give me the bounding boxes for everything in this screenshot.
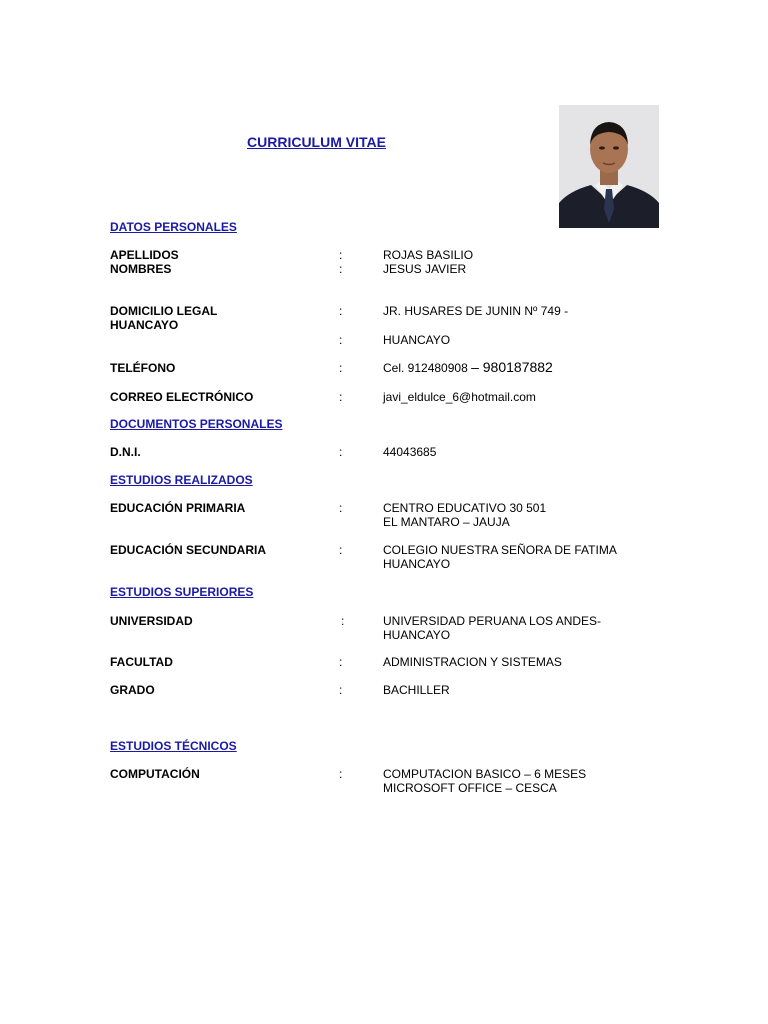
colon: : <box>339 683 343 697</box>
section-documentos-personales: DOCUMENTOS PERSONALES <box>110 417 283 431</box>
dni-label: D.N.I. <box>110 445 141 459</box>
colon: : <box>339 543 343 557</box>
section-estudios-superiores: ESTUDIOS SUPERIORES <box>110 585 254 599</box>
universidad-value-city: HUANCAYO <box>383 628 451 642</box>
grado-value: BACHILLER <box>383 683 450 697</box>
section-datos-personales: DATOS PERSONALES <box>110 220 237 234</box>
domicilio-label-continuation: HUANCAYO <box>110 318 179 332</box>
nombres-label: NOMBRES <box>110 262 172 276</box>
primaria-value: CENTRO EDUCATIVO 30 501 <box>383 501 547 515</box>
telefono-value <box>383 360 553 375</box>
facultad-label: FACULTAD <box>110 655 173 669</box>
apellidos-label: APELLIDOS <box>110 248 179 262</box>
domicilio-value: JR. HUSARES DE JUNIN Nº 749 - <box>383 304 569 318</box>
primaria-value-location: EL MANTARO – JAUJA <box>383 515 510 529</box>
universidad-value: UNIVERSIDAD PERUANA LOS ANDES- <box>383 614 602 628</box>
apellidos-value: ROJAS BASILIO <box>383 248 474 262</box>
dni-value: 44043685 <box>383 445 437 459</box>
colon: : <box>339 501 343 515</box>
correo-label: CORREO ELECTRÓNICO <box>110 390 254 404</box>
domicilio-label: DOMICILIO LEGAL <box>110 304 218 318</box>
colon: : <box>339 390 343 404</box>
computacion-value-office: MICROSOFT OFFICE – CESCA <box>383 781 557 795</box>
computacion-value: COMPUTACION BASICO – 6 MESES <box>383 767 587 781</box>
telefono-label: TELÉFONO <box>110 361 176 375</box>
page-title: CURRICULUM VITAE <box>247 134 386 150</box>
colon: : <box>341 614 345 628</box>
telefono-dash: – <box>471 359 479 375</box>
telefono-second: 980187882 <box>478 359 553 375</box>
section-estudios-realizados: ESTUDIOS REALIZADOS <box>110 473 253 487</box>
colon: : <box>339 248 343 262</box>
domicilio-value-city: HUANCAYO <box>383 333 451 347</box>
nombres-value: JESUS JAVIER <box>383 262 467 276</box>
facultad-value: ADMINISTRACION Y SISTEMAS <box>383 655 562 669</box>
colon: : <box>339 767 343 781</box>
colon: : <box>339 304 343 318</box>
section-estudios-tecnicos: ESTUDIOS TÉCNICOS <box>110 739 237 753</box>
universidad-label: UNIVERSIDAD <box>110 614 193 628</box>
telefono-cel: Cel. 912480908 <box>383 361 472 375</box>
colon: : <box>339 262 343 276</box>
primaria-label: EDUCACIÓN PRIMARIA <box>110 501 246 515</box>
profile-photo <box>559 105 659 228</box>
colon: : <box>339 333 343 347</box>
secundaria-value: COLEGIO NUESTRA SEÑORA DE FATIMA <box>383 543 617 557</box>
secundaria-value-location: HUANCAYO <box>383 557 451 571</box>
colon: : <box>339 361 343 375</box>
colon: : <box>339 445 343 459</box>
colon: : <box>339 655 343 669</box>
grado-label: GRADO <box>110 683 155 697</box>
secundaria-label: EDUCACIÓN SECUNDARIA <box>110 543 267 557</box>
correo-value: javi_eldulce_6@hotmail.com <box>383 390 536 404</box>
computacion-label: COMPUTACIÓN <box>110 767 200 781</box>
